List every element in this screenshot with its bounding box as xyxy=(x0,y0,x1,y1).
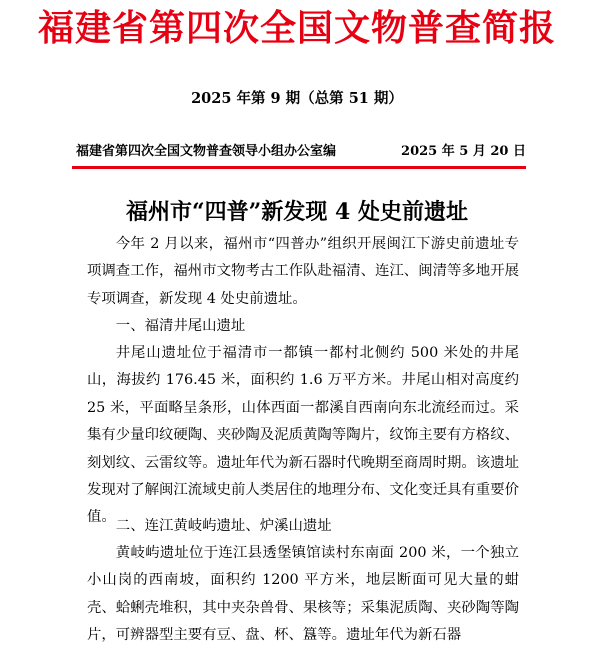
editor-name: 福建省第四次全国文物普查领导小组办公室编 xyxy=(76,144,337,159)
intro-paragraph: 今年 2 月以来，福州市“四普办”组织开展闽江下游史前遗址专项调查工作，福州市文物考古工作队赴福清、连江、闽清等多地开展专项调查，新发现 4 处史前遗址。 xyxy=(87,236,519,307)
article-title: 福州市“四普”新发现 4 处史前遗址 xyxy=(126,199,468,225)
section-heading-1: 一、福清井尾山遗址 xyxy=(115,318,246,334)
publish-date: 2025 年 5 月 20 日 xyxy=(401,144,526,159)
issue-number: 2025 年第 9 期（总第 51 期） xyxy=(191,90,403,107)
red-divider xyxy=(72,166,526,169)
masthead-title: 福建省第四次全国文物普查简报 xyxy=(37,7,556,49)
section-heading-2: 二、连江黄岐屿遗址、炉溪山遗址 xyxy=(115,518,332,534)
section-body-2: 黄岐屿遗址位于连江县透堡镇馆读村东南面 200 米，一个独立小山岗的西南坡，面积约 1200 平方米，地层断面可见大量的蚶壳、蛤蜊壳堆积，其中夹杂兽骨、果核等；采集泥质陶、夹砂陶等陶片，可辨器型主要有豆、盘、杯、簋等。遗址年代为新石器 xyxy=(87,545,519,644)
section-body-1: 井尾山遗址位于福清市一都镇一都村北侧约 500 米处的井尾山，海拔约 176.45 米，面积约 1.6 万平方米。井尾山相对高度约 25 米，平面略呈条形，山体西面一都溪自西南向东北流经而过。采集有少量印纹硬陶、夹砂陶及泥质黄陶等陶片，纹饰主要有方格纹、刻划纹、云雷纹等。遗址年代为新石器时代晚期至商周时期。该遗址发现对了解闽江流域史前人类居住的地理分布、文化变迁具有重要价值。 xyxy=(87,345,519,526)
editor-line xyxy=(76,143,526,161)
